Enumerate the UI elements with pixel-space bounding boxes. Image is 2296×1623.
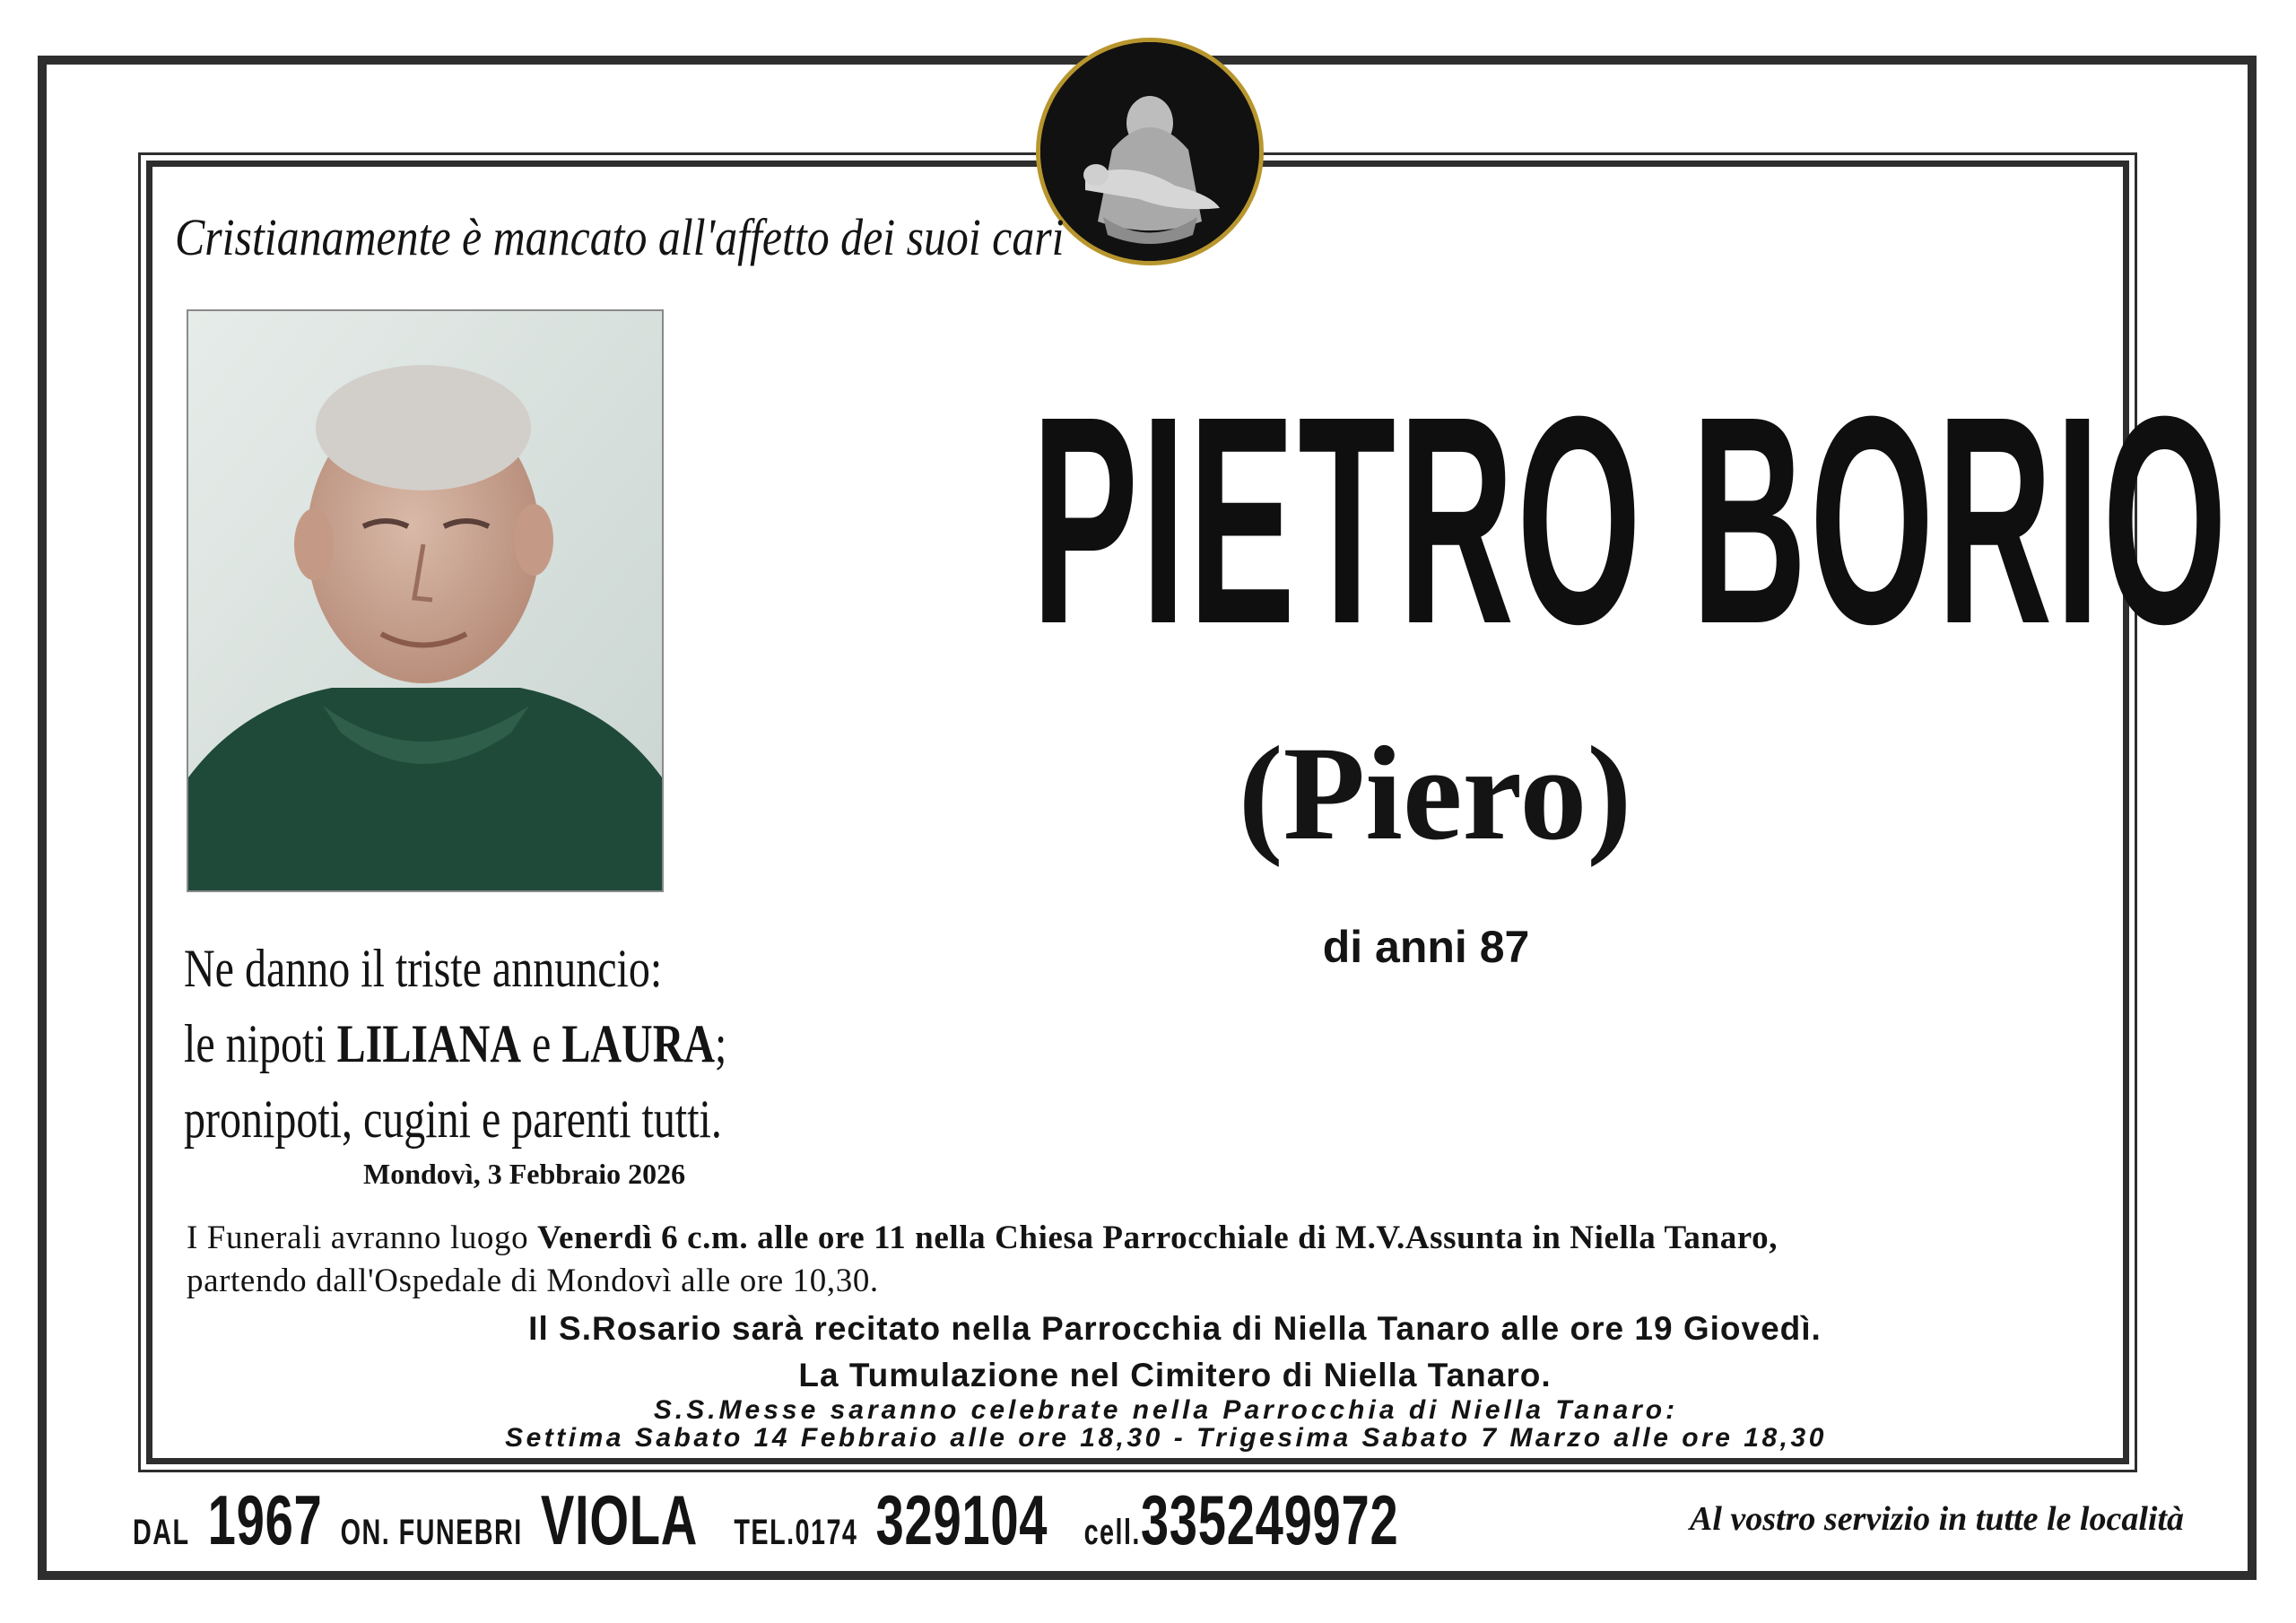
footer-year: 1967 <box>207 1480 323 1559</box>
relative-name-1: LILIANA <box>336 1014 522 1073</box>
portrait-image <box>188 311 662 890</box>
burial-info: La Tumulazione nel Cimitero di Niella Tanaro. <box>798 1357 1552 1393</box>
rosario-info: Il S.Rosario sarà recitato nella Parrocchia di Niella Tanaro alle ore 19 Giovedì. <box>528 1310 1822 1347</box>
deceased-portrait <box>187 309 664 892</box>
relative-name-2: LAURA <box>561 1014 716 1073</box>
announcement-line2 <box>184 1006 727 1081</box>
place-date: Mondovì, 3 Febbraio 2026 <box>363 1158 686 1190</box>
announcement-conj: e <box>521 1014 562 1073</box>
announcement-prefix: le nipoti <box>184 1014 337 1073</box>
footer-cell-label: cell. <box>1083 1513 1141 1552</box>
footer-cell-number: 335249972 <box>1140 1480 1399 1559</box>
footer-slogan: Al vostro servizio in tutte le località <box>1690 1500 2184 1538</box>
pieta-emblem <box>1036 38 1264 265</box>
funeral-line2: partendo dall'Ospedale di Mondovì alle ore 10,30. <box>187 1263 879 1299</box>
deceased-age: di anni 87 <box>1322 922 1530 972</box>
announcement-block <box>184 931 727 1157</box>
footer-tel-number: 329104 <box>875 1480 1048 1559</box>
footer-tel-label: TEL.0174 <box>734 1513 858 1552</box>
announcement-suffix: ; <box>715 1014 727 1073</box>
funeral-prefix: I Funerali avranno luogo <box>187 1219 538 1256</box>
announcement-line3: pronipoti, cugini e parenti tutti. <box>184 1089 722 1149</box>
deceased-name: PIETRO BORIO <box>1031 354 2231 685</box>
masses-schedule: Settima Sabato 14 Febbraio alle ore 18,30 - Trigesima Sabato 7 Marzo alle ore 18,30 <box>505 1423 1827 1453</box>
footer-company: VIOLA <box>540 1480 699 1559</box>
funeral-line1 <box>187 1217 2178 1260</box>
deceased-nickname: (Piero) <box>1238 719 1632 868</box>
footer-on-funebri: ON. FUNEBRI <box>340 1513 523 1552</box>
funeral-details: Venerdì 6 c.m. alle ore 11 nella Chiesa Parrocchiale di M.V.Assunta in Niella Tanaro, <box>537 1219 1779 1256</box>
masses-heading: S.S.Messe saranno celebrate nella Parrocchia di Niella Tanaro: <box>653 1395 1679 1425</box>
intro-text: Cristianamente è mancato all'affetto dei suoi cari <box>175 208 1065 266</box>
pieta-sculpture-icon <box>1040 42 1259 261</box>
funeral-home-footer <box>133 1480 1399 1560</box>
funeral-info <box>187 1217 2178 1303</box>
announcement-line1: Ne danno il triste annuncio: <box>184 939 663 998</box>
footer-dal: DAL <box>133 1513 190 1552</box>
